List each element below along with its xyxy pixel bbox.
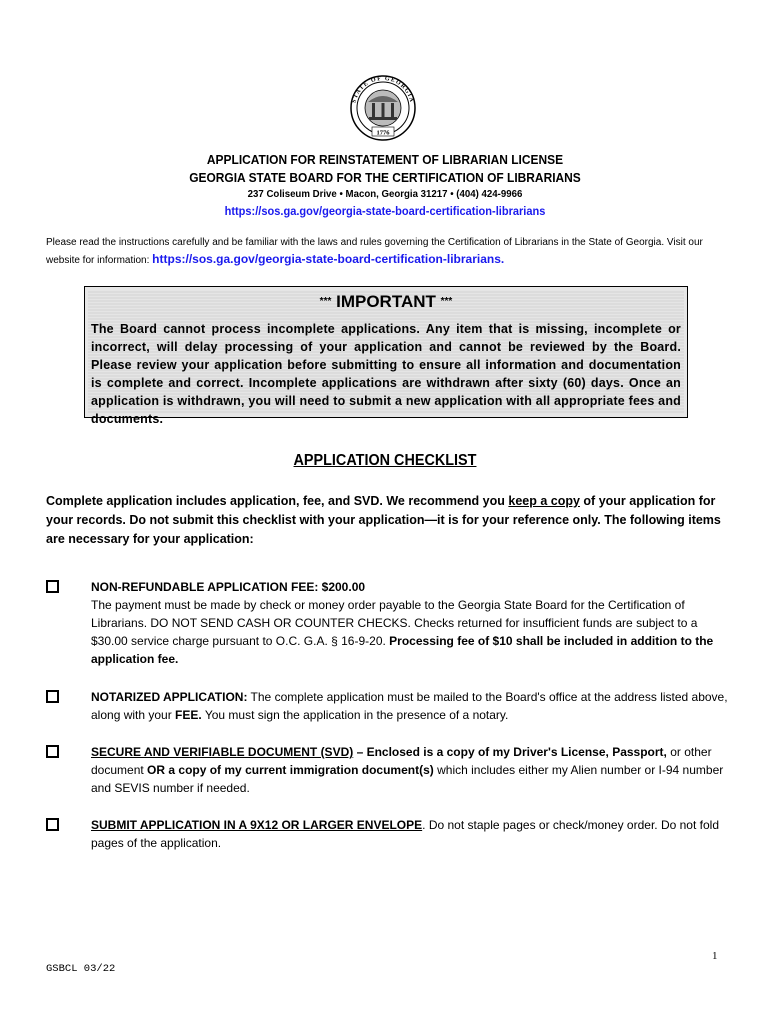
item-body: . Do not staple pages or check/money order. Do not fold pages of the application. xyxy=(91,818,719,850)
intro-text: Please read the instructions carefully and be familiar with the laws and rules governing the Certification of Librarians in the State of Georgia. Visit our website for information: xyxy=(46,237,703,266)
important-title xyxy=(88,292,684,312)
important-text: The Board cannot process incomplete applications. Any item that is missing, incomplete or incorrect, will delay processing of your application and cannot be reviewed by the Board. Please review your application before submitting to ensure all information and documentation is complete and correct. Incomplete applications are withdrawn after sixty (60) days. Once an application is withdrawn, you will need to submit a new application with all appropriate fees and documents. xyxy=(91,322,681,426)
intro-website-link[interactable]: https://sos.ga.gov/georgia-state-board-certification-librarians. xyxy=(152,252,505,266)
item-heading: SUBMIT APPLICATION IN A 9X12 OR LARGER ENVELOPE xyxy=(91,818,423,832)
checklist-intro-underlined: keep a copy xyxy=(508,494,580,508)
form-code: GSBCL 03/22 xyxy=(46,963,116,975)
checkbox[interactable] xyxy=(46,745,59,758)
important-notice xyxy=(84,286,688,426)
item-heading: NON-REFUNDABLE APPLICATION FEE: $200.00 xyxy=(91,580,366,594)
board-website-link[interactable]: https://sos.ga.gov/georgia-state-board-certification-librarians xyxy=(224,204,546,218)
item-bold-a: – Enclosed is a copy of my Driver's License, Passport, xyxy=(353,745,667,759)
form-title: APPLICATION FOR REINSTATEMENT OF LIBRARIAN LICENSE xyxy=(206,152,564,167)
intro-paragraph xyxy=(46,234,736,269)
checklist-item-text xyxy=(91,578,731,668)
checklist-intro-a: Complete application includes application, fee, and SVD. We recommend you xyxy=(46,494,509,508)
checklist-item-text xyxy=(91,688,731,724)
checklist-item-text xyxy=(91,816,731,852)
checklist-intro xyxy=(46,492,726,549)
important-heading: IMPORTANT xyxy=(336,292,436,311)
georgia-state-seal-icon xyxy=(344,74,422,142)
item-body-bold: FEE. xyxy=(175,708,202,722)
item-plain-a: or other document xyxy=(91,745,712,777)
page-number: 1 xyxy=(712,950,718,962)
important-stars-right: *** xyxy=(440,296,453,307)
important-stars-left: *** xyxy=(319,296,332,307)
item-bold-b: OR a copy of my current immigration document(s) xyxy=(147,763,434,777)
item-body: The payment must be made by check or money order payable to the Georgia State Board for the Certification of Librarians. DO NOT SEND CASH OR COUNTER CHECKS. Checks returned for insufficient funds are subject to a $30.00 service charge pursuant to O.C. G.A. § 16-9-20. xyxy=(91,598,698,648)
checkbox[interactable] xyxy=(46,690,59,703)
board-address: 237 Coliseum Drive • Macon, Georgia 31217 • (404) 424-9966 xyxy=(247,188,523,200)
item-heading: SECURE AND VERIFIABLE DOCUMENT (SVD) xyxy=(91,745,354,759)
important-notice-shading xyxy=(88,290,684,426)
checklist-intro-b: of your application for your records. Do not submit this checklist with your application—it is for your reference only. The following items are necessary for your application: xyxy=(46,494,721,546)
checklist-item-text xyxy=(91,743,731,797)
board-name: GEORGIA STATE BOARD FOR THE CERTIFICATION OF LIBRARIANS xyxy=(189,170,581,185)
checklist-title: APPLICATION CHECKLIST xyxy=(293,452,477,469)
item-heading: NOTARIZED APPLICATION: xyxy=(91,690,248,704)
item-plain-b: which includes either my Alien number or I-94 number and SEVIS number if needed. xyxy=(91,763,724,795)
item-body-bold: Processing fee of $10 shall be included in addition to the application fee. xyxy=(91,634,714,666)
checkbox[interactable] xyxy=(46,818,59,831)
item-body-b: You must sign the application in the presence of a notary. xyxy=(201,708,509,722)
checkbox[interactable] xyxy=(46,580,59,593)
seal-year: 1776 xyxy=(376,129,390,137)
item-body-a: The complete application must be mailed to the Board's office at the address listed above, along with your xyxy=(91,690,728,722)
seal-text: STATE OF GEORGIA xyxy=(351,75,415,104)
